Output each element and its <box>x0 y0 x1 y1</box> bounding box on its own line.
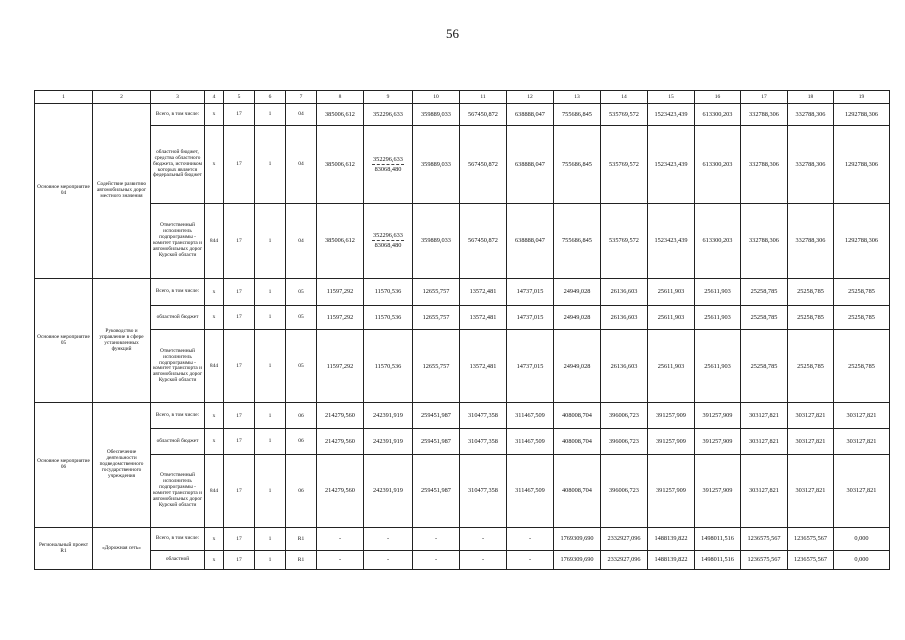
value-secondary: 83068,480 <box>374 242 402 250</box>
code-cell: х <box>205 528 224 551</box>
value-cell: - <box>364 528 413 551</box>
value-primary: 352296,633 <box>373 232 403 240</box>
value-cell: 25258,785 <box>834 305 890 330</box>
value-cell: 396006,723 <box>601 403 648 429</box>
value-cell: 11597,292 <box>317 330 364 403</box>
code-cell: 1 <box>255 455 286 528</box>
value-cell: 303127,821 <box>834 403 890 429</box>
header-cell: 6 <box>255 91 286 104</box>
value-cell: 26136,603 <box>601 305 648 330</box>
value-cell: 1236575,567 <box>741 528 788 551</box>
value-cell: 13572,481 <box>460 278 507 305</box>
value-cell: 11597,292 <box>317 278 364 305</box>
code-cell: 1 <box>255 403 286 429</box>
value-cell: 755686,845 <box>554 126 601 203</box>
value-cell: 310477,358 <box>460 429 507 455</box>
value-cell: 352296,633 <box>364 103 413 126</box>
value-cell: 613300,203 <box>695 203 741 278</box>
value-cell: 535769,572 <box>601 203 648 278</box>
value-cell: 0,000 <box>834 550 890 569</box>
value-cell: 311467,509 <box>507 403 554 429</box>
value-cell: 12655,757 <box>413 305 460 330</box>
code-cell: х <box>205 403 224 429</box>
header-cell: 1 <box>35 91 93 104</box>
value-cell: 303127,821 <box>741 455 788 528</box>
header-cell: 2 <box>93 91 151 104</box>
code-cell: 05 <box>286 278 317 305</box>
code-cell: 1 <box>255 550 286 569</box>
code-cell: 17 <box>224 429 255 455</box>
value-cell: 1498011,516 <box>695 550 741 569</box>
value-cell: 391257,909 <box>695 403 741 429</box>
value-cell: 1236575,567 <box>741 550 788 569</box>
value-cell: 638888,047 <box>507 103 554 126</box>
measure-name-cell: Основное мероприятие 04 <box>35 103 93 278</box>
code-cell: 17 <box>224 403 255 429</box>
value-cell <box>364 126 413 203</box>
code-cell: х <box>205 126 224 203</box>
value-cell: 25258,785 <box>788 278 834 305</box>
value-cell: 332788,306 <box>788 126 834 203</box>
value-cell: 567450,872 <box>460 203 507 278</box>
value-cell: 214279,560 <box>317 455 364 528</box>
code-cell: R1 <box>286 550 317 569</box>
value-cell: 303127,821 <box>788 429 834 455</box>
code-cell: 17 <box>224 203 255 278</box>
value-cell: 638888,047 <box>507 203 554 278</box>
value-cell: 396006,723 <box>601 455 648 528</box>
code-cell: 1 <box>255 528 286 551</box>
value-cell: 332788,306 <box>788 203 834 278</box>
value-cell: - <box>364 550 413 569</box>
value-cell: 303127,821 <box>834 455 890 528</box>
value-cell: 25258,785 <box>788 330 834 403</box>
value-cell: 1523423,439 <box>648 126 695 203</box>
value-cell: 385006,612 <box>317 103 364 126</box>
table-row <box>35 330 890 403</box>
value-cell: 311467,509 <box>507 455 554 528</box>
table-row <box>35 305 890 330</box>
measure-name-cell: Основное мероприятие 06 <box>35 403 93 528</box>
value-cell: 391257,909 <box>648 429 695 455</box>
code-cell: 17 <box>224 550 255 569</box>
code-cell: 17 <box>224 305 255 330</box>
code-cell: х <box>205 550 224 569</box>
code-cell: 1 <box>255 278 286 305</box>
code-cell: 1 <box>255 203 286 278</box>
table-row <box>35 278 890 305</box>
value-cell: 1523423,439 <box>648 203 695 278</box>
header-cell: 10 <box>413 91 460 104</box>
measure-title-cell: Обеспечение деятельности подведомственного государственного учреждения <box>93 403 151 528</box>
code-cell: х <box>205 305 224 330</box>
value-cell: 755686,845 <box>554 203 601 278</box>
code-cell: 17 <box>224 528 255 551</box>
value-cell: 24949,028 <box>554 278 601 305</box>
table-row <box>35 429 890 455</box>
table-row <box>35 528 890 551</box>
value-cell: 1769309,690 <box>554 550 601 569</box>
funding-source-cell: областной бюджет <box>151 305 205 330</box>
value-secondary: 83068,480 <box>374 166 402 174</box>
value-cell: 755686,845 <box>554 103 601 126</box>
value-cell: 1769309,690 <box>554 528 601 551</box>
page-number: 56 <box>446 26 459 41</box>
funding-source-cell: Всего, в том числе: <box>151 528 205 551</box>
header-cell: 3 <box>151 91 205 104</box>
measure-title-cell: Руководство и управление в сфере установленных функций <box>93 278 151 403</box>
code-cell: 06 <box>286 403 317 429</box>
value-cell: 11570,536 <box>364 278 413 305</box>
value-cell: 25258,785 <box>834 330 890 403</box>
code-cell: 04 <box>286 126 317 203</box>
value-cell: 332788,306 <box>741 126 788 203</box>
code-cell: х <box>205 429 224 455</box>
table-row <box>35 403 890 429</box>
header-row <box>35 91 890 104</box>
value-cell: 385006,612 <box>317 126 364 203</box>
code-cell: 06 <box>286 429 317 455</box>
value-cell: 13572,481 <box>460 305 507 330</box>
code-cell: R1 <box>286 528 317 551</box>
code-cell: 1 <box>255 305 286 330</box>
value-cell: 0,000 <box>834 528 890 551</box>
header-cell: 12 <box>507 91 554 104</box>
code-cell: х <box>205 103 224 126</box>
code-cell: 04 <box>286 203 317 278</box>
value-cell: 391257,909 <box>695 429 741 455</box>
value-divider <box>372 164 404 165</box>
value-cell: - <box>413 550 460 569</box>
value-cell: 396006,723 <box>601 429 648 455</box>
measure-title-cell: «Дорожная сеть» <box>93 528 151 570</box>
value-cell: 14737,015 <box>507 330 554 403</box>
funding-source-cell: областной бюджет <box>151 429 205 455</box>
code-cell: 17 <box>224 455 255 528</box>
value-cell: 303127,821 <box>788 455 834 528</box>
value-cell: 1292788,306 <box>834 126 890 203</box>
funding-source-cell: Всего, в том числе: <box>151 403 205 429</box>
header-cell: 5 <box>224 91 255 104</box>
value-cell: 385006,612 <box>317 203 364 278</box>
code-cell: 1 <box>255 126 286 203</box>
value-cell: 1488139,822 <box>648 528 695 551</box>
value-cell: 25611,903 <box>695 278 741 305</box>
value-cell: 24949,028 <box>554 330 601 403</box>
value-cell: 25611,903 <box>648 305 695 330</box>
value-cell: 1523423,439 <box>648 103 695 126</box>
funding-source-cell: Ответственный исполнитель подпрограммы - комитет транспорта и автомобильных дорог Курской области <box>151 330 205 403</box>
code-cell: 1 <box>255 103 286 126</box>
header-cell: 18 <box>788 91 834 104</box>
funding-source-cell: Всего, в том числе: <box>151 103 205 126</box>
value-cell: 332788,306 <box>741 103 788 126</box>
value-cell: 1236575,567 <box>788 550 834 569</box>
code-cell: 05 <box>286 330 317 403</box>
value-cell: 408008,704 <box>554 455 601 528</box>
value-cell: 11597,292 <box>317 305 364 330</box>
value-cell: 567450,872 <box>460 103 507 126</box>
value-cell: 303127,821 <box>834 429 890 455</box>
value-cell: 259451,987 <box>413 403 460 429</box>
value-cell: - <box>507 528 554 551</box>
value-cell: 14737,015 <box>507 278 554 305</box>
table-row <box>35 126 890 203</box>
value-cell: 391257,909 <box>695 455 741 528</box>
value-cell: 12655,757 <box>413 278 460 305</box>
header-cell: 4 <box>205 91 224 104</box>
value-cell: 25611,903 <box>695 330 741 403</box>
value-cell: 25611,903 <box>648 278 695 305</box>
value-cell: 13572,481 <box>460 330 507 403</box>
value-cell: 214279,560 <box>317 429 364 455</box>
header-cell: 16 <box>695 91 741 104</box>
value-cell: 2332927,096 <box>601 550 648 569</box>
value-cell: 391257,909 <box>648 455 695 528</box>
value-divider <box>372 240 404 241</box>
value-cell: - <box>413 528 460 551</box>
value-cell: 310477,358 <box>460 403 507 429</box>
value-cell: 25258,785 <box>741 330 788 403</box>
value-cell: 1292788,306 <box>834 203 890 278</box>
header-cell: 13 <box>554 91 601 104</box>
header-cell: 11 <box>460 91 507 104</box>
value-cell: 26136,603 <box>601 278 648 305</box>
code-cell: 844 <box>205 203 224 278</box>
code-cell: 1 <box>255 330 286 403</box>
value-cell: 11570,536 <box>364 305 413 330</box>
value-cell: 25258,785 <box>834 278 890 305</box>
value-cell: - <box>507 550 554 569</box>
funding-source-cell: Ответственный исполнитель подпрограммы - комитет транспорта и автомобильных дорог Курской области <box>151 203 205 278</box>
value-cell: - <box>317 550 364 569</box>
value-cell: 567450,872 <box>460 126 507 203</box>
value-cell: 24949,028 <box>554 305 601 330</box>
measure-title-cell: Содействие развитию автомобильных дорог местного значения <box>93 103 151 278</box>
funding-source-cell: Всего, в том числе: <box>151 278 205 305</box>
value-cell: 332788,306 <box>741 203 788 278</box>
header-cell: 19 <box>834 91 890 104</box>
header-cell: 7 <box>286 91 317 104</box>
measure-name-cell: Основное мероприятие 05 <box>35 278 93 403</box>
value-cell: 1498011,516 <box>695 528 741 551</box>
value-cell: 25611,903 <box>648 330 695 403</box>
code-cell: 1 <box>255 429 286 455</box>
value-cell: 242391,919 <box>364 455 413 528</box>
measure-name-cell: Региональный проект R1 <box>35 528 93 570</box>
value-cell: 25611,903 <box>695 305 741 330</box>
code-cell: 05 <box>286 305 317 330</box>
value-cell: 14737,015 <box>507 305 554 330</box>
header-cell: 17 <box>741 91 788 104</box>
value-cell: 1488139,822 <box>648 550 695 569</box>
value-cell: 2332927,096 <box>601 528 648 551</box>
value-cell: - <box>317 528 364 551</box>
code-cell: 17 <box>224 103 255 126</box>
value-cell <box>364 203 413 278</box>
header-cell: 8 <box>317 91 364 104</box>
code-cell: 17 <box>224 330 255 403</box>
value-cell: 25258,785 <box>741 278 788 305</box>
value-cell: 242391,919 <box>364 403 413 429</box>
value-cell: 310477,358 <box>460 455 507 528</box>
header-cell: 9 <box>364 91 413 104</box>
funding-source-cell: областной бюджет, средства областного бюджета, источником которых является федеральный бюджет <box>151 126 205 203</box>
value-cell: 1292788,306 <box>834 103 890 126</box>
value-cell: 1236575,567 <box>788 528 834 551</box>
value-cell: 242391,919 <box>364 429 413 455</box>
header-cell: 14 <box>601 91 648 104</box>
value-cell: 303127,821 <box>741 403 788 429</box>
value-cell: 26136,603 <box>601 330 648 403</box>
value-cell: 408008,704 <box>554 429 601 455</box>
code-cell: 06 <box>286 455 317 528</box>
funding-source-cell: областной <box>151 550 205 569</box>
value-cell: 535769,572 <box>601 103 648 126</box>
value-cell: 359889,033 <box>413 203 460 278</box>
value-cell: 359889,033 <box>413 126 460 203</box>
table-row <box>35 455 890 528</box>
value-cell: - <box>460 528 507 551</box>
code-cell: 17 <box>224 126 255 203</box>
value-cell: 535769,572 <box>601 126 648 203</box>
value-cell: 408008,704 <box>554 403 601 429</box>
budget-table <box>34 90 890 570</box>
table-row <box>35 203 890 278</box>
value-cell: 25258,785 <box>788 305 834 330</box>
value-cell: 11570,536 <box>364 330 413 403</box>
code-cell: 17 <box>224 278 255 305</box>
table-row <box>35 103 890 126</box>
value-cell: 391257,909 <box>648 403 695 429</box>
value-cell: 12655,757 <box>413 330 460 403</box>
value-cell: 311467,509 <box>507 429 554 455</box>
value-cell: 303127,821 <box>741 429 788 455</box>
value-cell: 25258,785 <box>741 305 788 330</box>
value-cell: - <box>460 550 507 569</box>
value-cell: 332788,306 <box>788 103 834 126</box>
table-row <box>35 550 890 569</box>
value-primary: 352296,633 <box>373 155 403 163</box>
code-cell: 844 <box>205 330 224 403</box>
value-cell: 638888,047 <box>507 126 554 203</box>
value-cell: 613300,203 <box>695 126 741 203</box>
value-cell: 359889,033 <box>413 103 460 126</box>
funding-source-cell: Ответственный исполнитель подпрограммы - комитет транспорта и автомобильных дорог Курской области <box>151 455 205 528</box>
code-cell: 04 <box>286 103 317 126</box>
code-cell: х <box>205 278 224 305</box>
header-cell: 15 <box>648 91 695 104</box>
code-cell: 844 <box>205 455 224 528</box>
value-cell: 259451,987 <box>413 455 460 528</box>
value-cell: 214279,560 <box>317 403 364 429</box>
value-cell: 259451,987 <box>413 429 460 455</box>
value-cell: 613300,203 <box>695 103 741 126</box>
value-cell: 303127,821 <box>788 403 834 429</box>
